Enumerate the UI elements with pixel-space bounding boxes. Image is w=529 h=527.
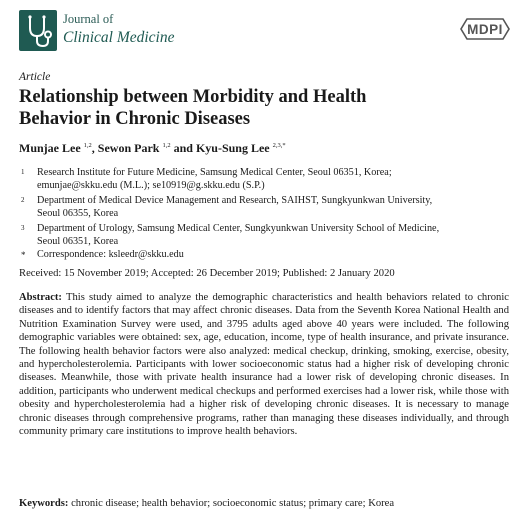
publisher-name: MDPI: [467, 22, 503, 37]
affiliation-item: [37, 194, 517, 220]
keywords-label: Keywords:: [19, 498, 69, 509]
affiliation-line: Seoul 06355, Korea: [37, 208, 119, 219]
author-separator: ,: [91, 141, 95, 155]
correspondence[interactable]: Correspondence: ksleedr@skku.edu: [37, 249, 184, 260]
author-separator: and: [173, 141, 193, 155]
affiliation-item: [37, 166, 517, 192]
correspondence-marker: *: [21, 250, 26, 260]
affiliation-number: 3: [21, 224, 25, 232]
title-line-1: Relationship between Morbidity and Health: [19, 87, 367, 107]
author-name[interactable]: Kyu-Sung Lee: [195, 141, 270, 155]
journal-logo: [19, 10, 57, 51]
author-list: [19, 141, 286, 156]
affiliation-number: 1: [21, 168, 25, 176]
affiliation-line: Department of Urology, Samsung Medical Center, Sungkyunkwan University School of Medicine,: [37, 223, 440, 234]
abstract-label: Abstract:: [19, 292, 62, 303]
author-name[interactable]: Sewon Park: [97, 141, 160, 155]
title-line-2: Behavior in Chronic Diseases: [19, 109, 251, 129]
affiliation-item: [37, 222, 517, 248]
article-type: Article: [19, 71, 51, 83]
publication-dates: Received: 15 November 2019; Accepted: 26 December 2019; Published: 2 January 2020: [19, 268, 395, 279]
abstract: [19, 291, 509, 438]
keywords: [19, 498, 394, 509]
journal-name: Clinical Medicine: [63, 29, 175, 46]
publisher-logo: [459, 16, 511, 47]
author-affiliation-sup: 2,3,*: [272, 142, 286, 149]
affiliation-line: Department of Medical Device Management and Research, SAIHST, Sungkyunkwan University,: [37, 195, 433, 206]
stethoscope-icon: [19, 10, 57, 51]
author-name[interactable]: Munjae Lee: [19, 141, 81, 155]
affiliation-line: Seoul 06351, Korea: [37, 236, 119, 247]
author-affiliation-sup: 1,2: [162, 142, 171, 149]
affiliation-emails[interactable]: emunjae@skku.edu (M.L.); se10919@g.skku.edu (S.P.): [37, 180, 265, 191]
author-affiliation-sup: 1,2: [83, 142, 92, 149]
abstract-text: This study aimed to analyze the demographic characteristics and health behaviors related to chronic diseases and to identify factors that may affect chronic diseases. Data from the Seventh Korea National Health and Nutrition Examination Survey were used, and 3795 adults aged above 40 years were included. The following demographic variables were obtained: sex, age, education, income, type of health insurance, and private insurance. The following health behavior factors were also analyzed: medical checkup, drinking, smoking, exercise, obesity, and hypercholesterolemia. Participants with lower socioeconomic status had a higher risk of developing chronic diseases. Meanwhile, those with private health insurance had a lower risk of developing chronic diseases. In addition, participants who underwent medical checkups and performed exercises had a lower risk, while those with obesity and hypercholesterolemia had a higher risk of developing chronic diseases. It is necessary to manage chronic diseases through comprehensive programs, rather than managing these diseases individually, and through community primary care institutions to improve health behaviors.: [19, 292, 509, 438]
affiliation-number: 2: [21, 196, 25, 204]
keywords-text: chronic disease; health behavior; socioeconomic status; primary care; Korea: [71, 498, 395, 509]
affiliation-line: Research Institute for Future Medicine, Samsung Medical Center, Seoul 06351, Korea;: [37, 167, 392, 178]
article-title: [19, 86, 499, 130]
journal-prefix: Journal of: [63, 12, 114, 26]
